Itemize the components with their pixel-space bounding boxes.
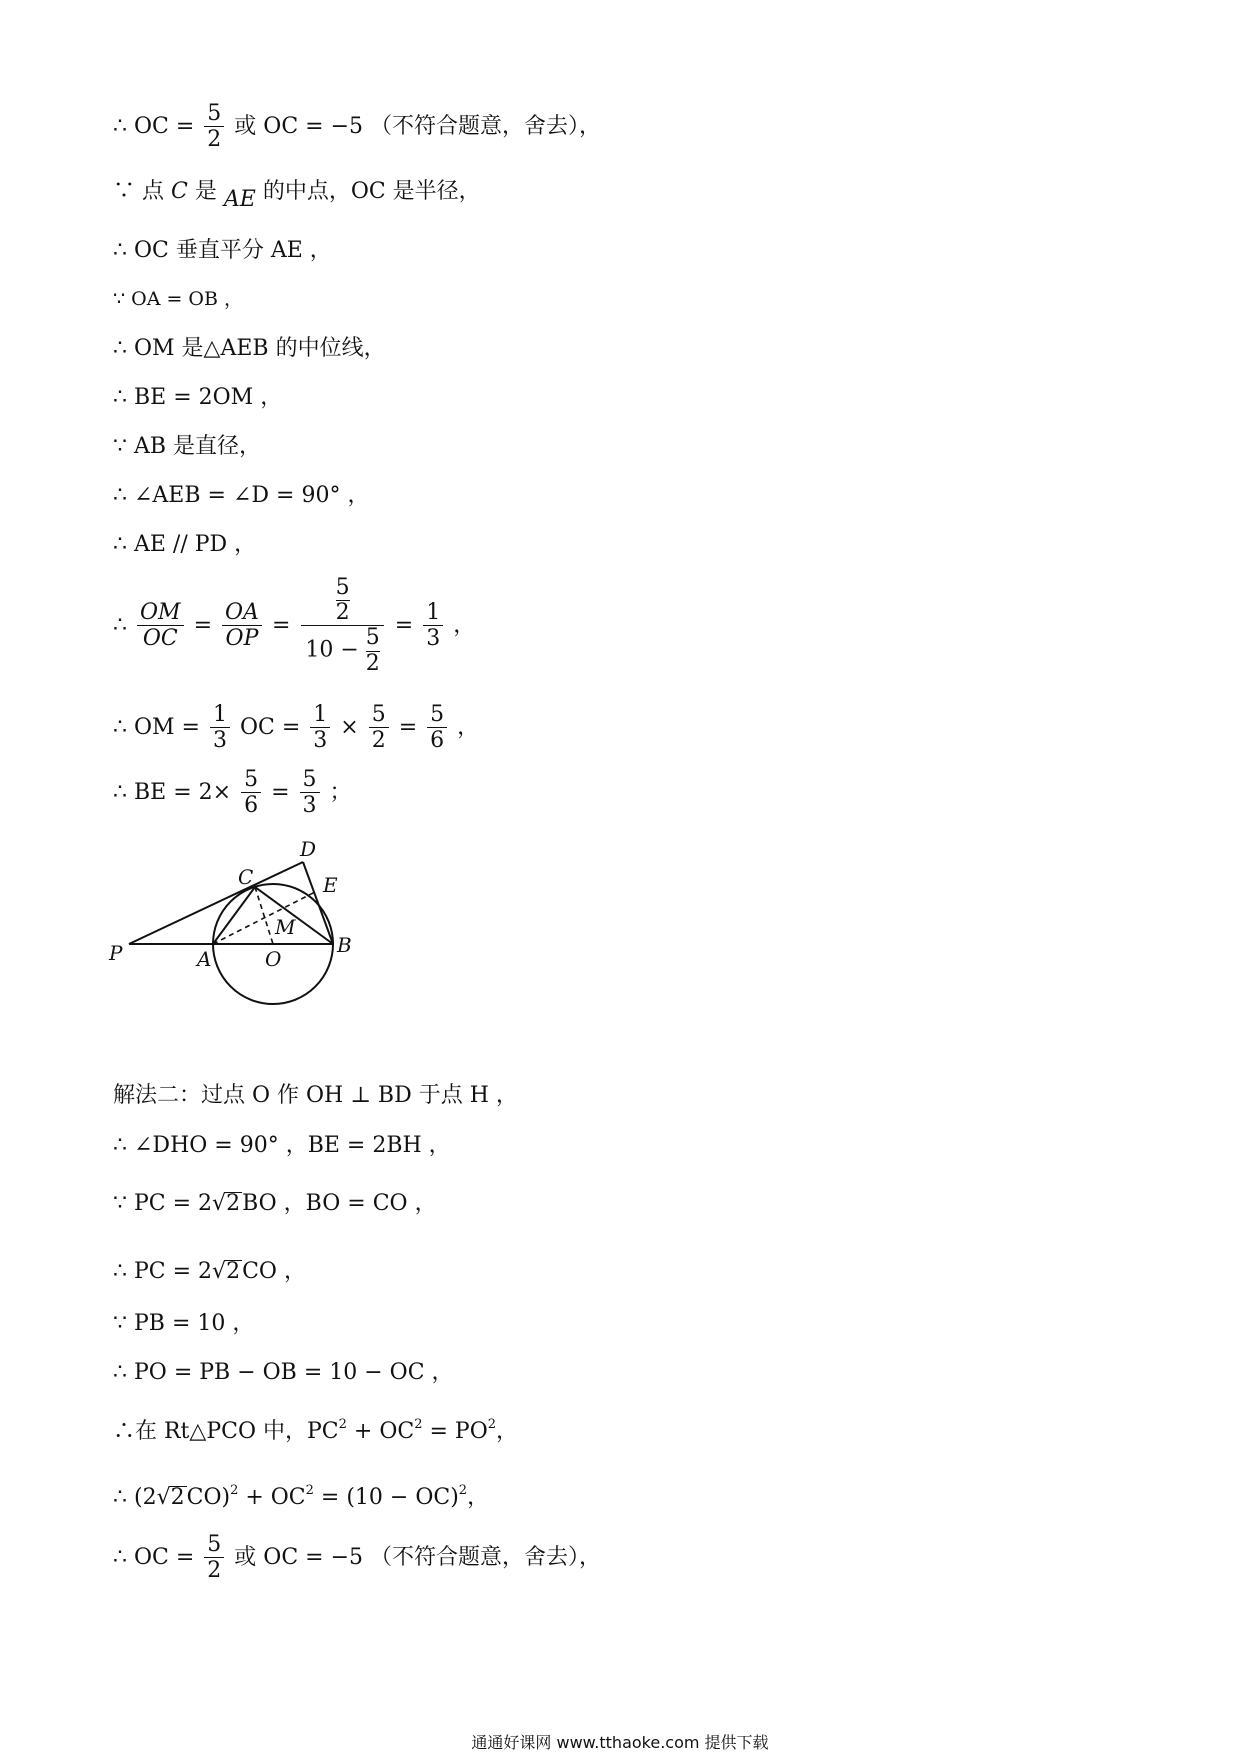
l12-post: ；	[329, 779, 352, 805]
l16-post: CO ，	[242, 1259, 306, 1284]
l11-a-n: 1	[212, 702, 227, 727]
l16-sqrt-sign: √	[212, 1259, 227, 1284]
l20-radicand: 2	[170, 1485, 185, 1510]
l10-eq1: =	[193, 612, 212, 638]
l1-post: （不符合题意，舍去），	[370, 113, 602, 139]
line-17: ∵ PB = 10 ，	[113, 1311, 255, 1336]
line-4: ∵ OA = OB ，	[113, 288, 244, 310]
l19-post: ，	[496, 1419, 519, 1444]
l12-fa	[241, 767, 261, 819]
line-ae	[213, 892, 315, 944]
l10-post: ，	[453, 612, 476, 638]
l2-text3: 的中点，OC 是半径，	[262, 179, 481, 204]
line-13: 解法二：过点 O 作 OH ⊥ BD 于点 H ，	[113, 1083, 518, 1108]
l20-mid2: + OC	[238, 1485, 306, 1510]
l21-pre: ∴ OC =	[113, 1544, 195, 1570]
l11-mid1: OC =	[239, 714, 301, 740]
l11-fd	[427, 702, 447, 754]
l21-fraction	[204, 1532, 224, 1584]
line-14: ∴ ∠DHO = 90° ，BE = 2BH ，	[113, 1133, 451, 1158]
l15-post: BO ，BO = CO ，	[242, 1191, 437, 1216]
l10-f2d: OP	[222, 625, 262, 651]
l2-text1: ∵ 点	[113, 179, 164, 204]
l11-eq: =	[398, 714, 418, 740]
l11-a-d: 3	[210, 727, 230, 753]
l21-post: （不符合题意，舍去），	[370, 1544, 602, 1570]
l20-post: ，	[467, 1485, 490, 1510]
line-6: ∴ BE = 2OM ，	[113, 385, 283, 410]
footer: 通通好课网 www.tthaoke.com 提供下载	[471, 1733, 769, 1752]
line-20	[113, 1484, 489, 1509]
label-d: D	[300, 837, 317, 861]
l10-f3d: 3	[423, 625, 443, 651]
l15-sqrt-sign: √	[212, 1191, 227, 1216]
l10-f3n: 1	[426, 600, 441, 626]
l10-frac3	[423, 600, 443, 652]
label-m: M	[275, 915, 296, 939]
l10-frac2	[222, 600, 262, 652]
l10-nn: 5	[335, 575, 350, 600]
l10-dn: 5	[365, 625, 380, 651]
line-5: ∴ OM 是△AEB 的中位线，	[113, 336, 386, 361]
l21-mid: 或 OC = −5	[234, 1544, 364, 1570]
l10-f2n: OA	[225, 600, 259, 626]
l10-bigfrac	[301, 576, 383, 676]
label-o: O	[265, 947, 282, 971]
l1-pre: ∴ OC =	[113, 113, 195, 139]
l12-pre: ∴ BE = 2×	[113, 779, 232, 805]
l10-f1d: OC	[137, 625, 184, 651]
l2-arc: AE	[223, 187, 256, 212]
l2-c: C	[171, 179, 188, 204]
l1-mid: 或 OC = −5	[234, 113, 364, 139]
l11-b-n: 1	[313, 702, 328, 727]
l20-mid3: = (10 − OC)	[313, 1485, 459, 1510]
l11-c-d: 2	[369, 727, 389, 753]
l19-s3: 2	[487, 1417, 497, 1432]
line-16	[113, 1260, 306, 1283]
l20-s2: 2	[305, 1483, 314, 1498]
l12-a-d: 6	[241, 792, 261, 818]
l10-eq3: =	[394, 612, 414, 638]
line-19	[113, 1418, 518, 1443]
l11-fc	[369, 702, 389, 754]
l10-dd: 2	[365, 650, 380, 676]
line-9: ∴ AE // PD ，	[113, 532, 257, 557]
l10-top-frac	[336, 576, 350, 625]
l1-num: 5	[207, 101, 222, 126]
label-b: B	[337, 933, 352, 957]
l15-pre: ∵ PC = 2	[113, 1191, 213, 1216]
l11-c-n: 5	[371, 702, 386, 727]
l10-dpre: 10 −	[305, 638, 359, 664]
l12-a-n: 5	[244, 767, 259, 792]
l20-mid: CO)	[186, 1485, 231, 1510]
l11-b-d: 3	[310, 727, 330, 753]
l11-times: ×	[340, 714, 359, 740]
l10-big-top	[301, 576, 383, 625]
l12-b-d: 3	[300, 792, 320, 818]
line-7: ∵ AB 是直径，	[113, 434, 262, 459]
line-15	[113, 1192, 437, 1215]
line-11	[113, 702, 479, 754]
line-10	[113, 576, 475, 676]
l10-f1n: OM	[140, 600, 181, 626]
l2-text2: 是	[194, 179, 217, 204]
l20-s1: 2	[230, 1483, 239, 1498]
line-2	[113, 179, 481, 212]
l16-radicand: 2	[226, 1259, 241, 1284]
l1-den: 2	[204, 126, 224, 152]
label-c: C	[238, 865, 254, 889]
label-e: E	[323, 873, 338, 897]
line-3: ∴ OC 垂直平分 AE ，	[113, 238, 332, 263]
l12-b-n: 5	[302, 767, 317, 792]
geometry-figure	[105, 835, 385, 1015]
l19-pre: ∴在 Rt△PCO 中，PC	[113, 1419, 339, 1444]
l11-fa	[210, 702, 230, 754]
l10-eq2: =	[271, 612, 291, 638]
l11-pre: ∴ OM =	[113, 714, 200, 740]
l12-eq: =	[271, 779, 290, 805]
l19-s1: 2	[338, 1417, 347, 1432]
l21-num: 5	[207, 1532, 222, 1557]
line-8: ∴ ∠AEB = ∠D = 90° ，	[113, 483, 370, 508]
label-p: P	[109, 941, 123, 965]
l1-fraction	[204, 101, 224, 153]
l10-pre: ∴	[113, 612, 127, 638]
l15-radicand: 2	[226, 1191, 241, 1216]
l20-s3: 2	[458, 1483, 468, 1498]
l11-fb	[310, 702, 330, 754]
l10-big-bot	[301, 625, 383, 675]
l19-mid1: + OC	[346, 1419, 415, 1444]
l19-mid2: = PO	[422, 1419, 488, 1444]
l10-bot-frac	[366, 626, 380, 675]
line-21	[113, 1532, 601, 1584]
l16-pre: ∴ PC = 2	[113, 1259, 213, 1284]
l10-frac1	[137, 600, 184, 652]
label-a: A	[197, 947, 212, 971]
l20-pre: ∴ (2	[113, 1485, 157, 1510]
l11-post: ，	[457, 714, 480, 740]
l11-d-n: 5	[430, 702, 445, 727]
line-12	[113, 767, 352, 819]
l11-d-d: 6	[427, 727, 447, 753]
l20-sqrt-sign: √	[156, 1485, 171, 1510]
line-18: ∴ PO = PB − OB = 10 − OC ，	[113, 1360, 454, 1385]
l21-den: 2	[204, 1557, 224, 1583]
l10-nd: 2	[335, 600, 350, 626]
line-1	[113, 101, 601, 153]
l19-s2: 2	[414, 1417, 423, 1432]
l12-fb	[300, 767, 320, 819]
